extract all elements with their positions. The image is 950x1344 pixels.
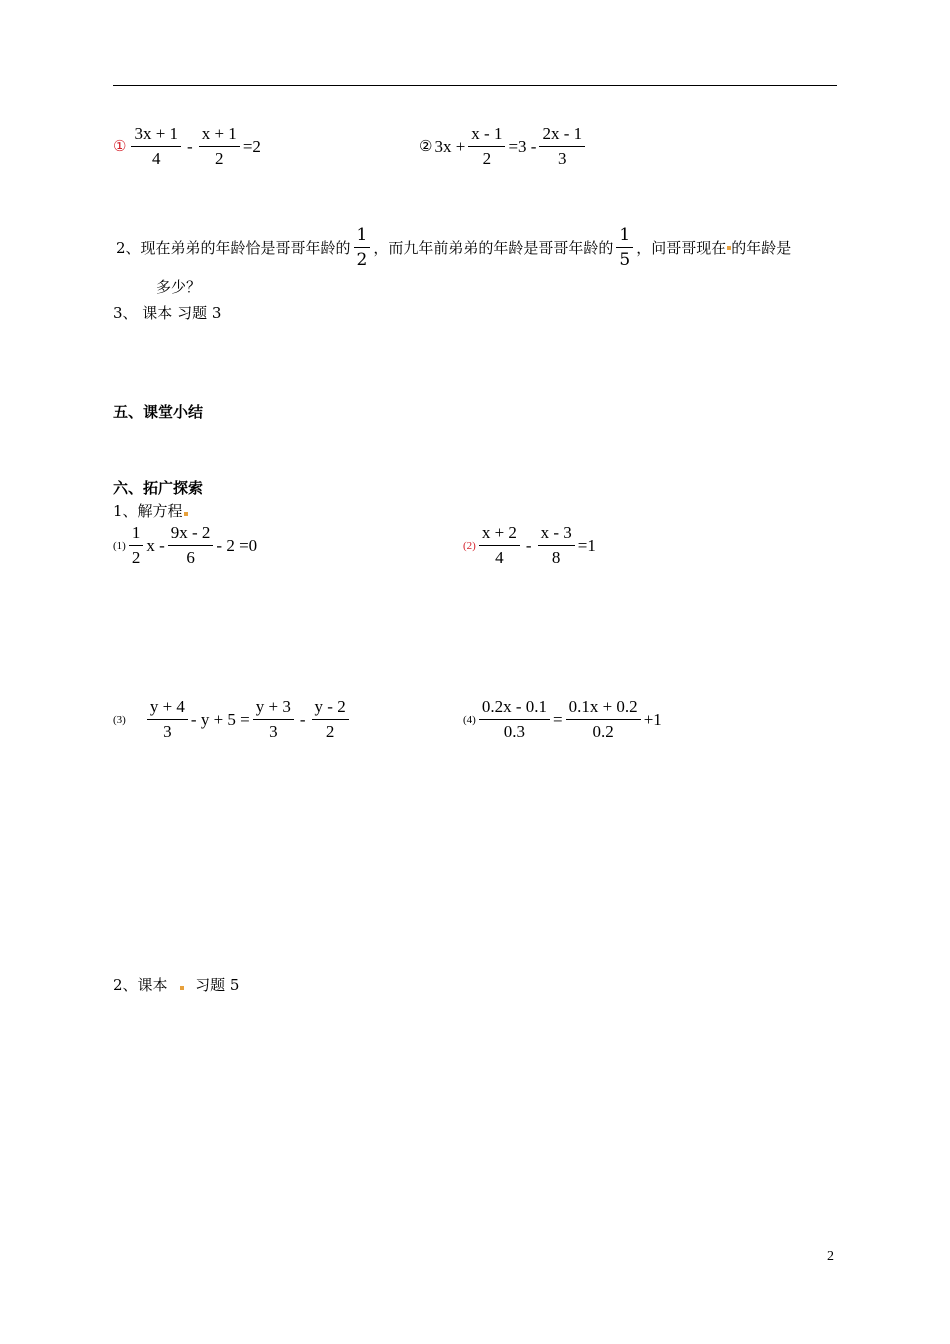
equation-marker: ① bbox=[113, 139, 127, 155]
question-3: 3、 课本 习题 3 bbox=[113, 304, 222, 322]
exercise-2: (2) $\frac{x + 2}{4}$ - $\frac{x - 3}{8}$ =1 bbox=[463, 523, 596, 567]
fraction: $\frac{1}{2}$ bbox=[354, 224, 371, 271]
section-6-heading: 六、拓广探索 bbox=[113, 479, 204, 497]
page-number: 2 bbox=[827, 1249, 834, 1264]
equation-2: ② 3x + $\frac{x - 1}{2}$ =3 - $\frac{2x - 1}{3}$ bbox=[419, 123, 588, 170]
fraction: $\frac{2x - 1}{3}$ bbox=[539, 123, 585, 170]
fraction: $\frac{x + 1}{2}$ bbox=[199, 123, 240, 170]
equation-marker: ② bbox=[419, 139, 433, 155]
fraction: $\frac{x - 3}{8}$ bbox=[538, 522, 575, 569]
exercise-4: (4) $\frac{0.2x - 0.1}{0.3}$ = $\frac{0.1x + 0.2}{0.2}$ +1 bbox=[463, 697, 662, 741]
fraction: $\frac{x - 1}{2}$ bbox=[468, 123, 505, 170]
fraction: $\frac{9x - 2}{6}$ bbox=[168, 522, 214, 569]
fraction: $\frac{y + 3}{3}$ bbox=[253, 696, 294, 743]
fraction: $\frac{1}{2}$ bbox=[129, 522, 144, 569]
section-5-heading: 五、课堂小结 bbox=[113, 403, 204, 421]
exercise-marker: (3) bbox=[113, 713, 126, 726]
fraction: $\frac{y - 2}{2}$ bbox=[312, 696, 349, 743]
fraction: $\frac{1}{5}$ bbox=[616, 224, 633, 271]
header-rule bbox=[113, 85, 837, 86]
exercise-1: (1) $\frac{1}{2}$ x - $\frac{9x - 2}{6}$ - 2 =0 bbox=[113, 523, 258, 567]
section-6-question-2: 2、课本 习题 5 bbox=[113, 976, 240, 994]
fraction: $\frac{y + 4}{3}$ bbox=[147, 696, 188, 743]
fraction: $\frac{3x + 1}{4}$ bbox=[131, 123, 181, 170]
equation-1: ① $\frac{3x + 1}{4}$ - $\frac{x + 1}{2}$ =2 bbox=[113, 124, 261, 168]
fraction: $\frac{x + 2}{4}$ bbox=[479, 522, 520, 569]
exercise-3: (3) $\frac{y + 4}{3}$ - y + 5 = $\frac{y + 3}{3}$ - $\frac{y - 2}{2}$ bbox=[113, 696, 352, 743]
question-2-continuation: 多少？ bbox=[156, 278, 202, 296]
fraction: $\frac{0.1x + 0.2}{0.2}$ bbox=[566, 696, 641, 743]
exercise-marker: (2) bbox=[463, 539, 476, 552]
exercise-marker: (4) bbox=[463, 713, 476, 726]
fraction: $\frac{0.2x - 0.1}{0.3}$ bbox=[479, 696, 550, 743]
marker-dot bbox=[184, 512, 188, 516]
question-2: 2、现在弟弟的年龄恰是哥哥年龄的 $\frac{1}{2}$ ，而九年前弟弟的年龄是哥哥年龄的 $\frac{1}{5}$ ，问哥哥现在 的年龄是 bbox=[116, 225, 792, 270]
section-6-question-1: 1、解方程 bbox=[113, 500, 188, 521]
exercise-marker: (1) bbox=[113, 539, 126, 552]
marker-dot bbox=[180, 986, 184, 990]
